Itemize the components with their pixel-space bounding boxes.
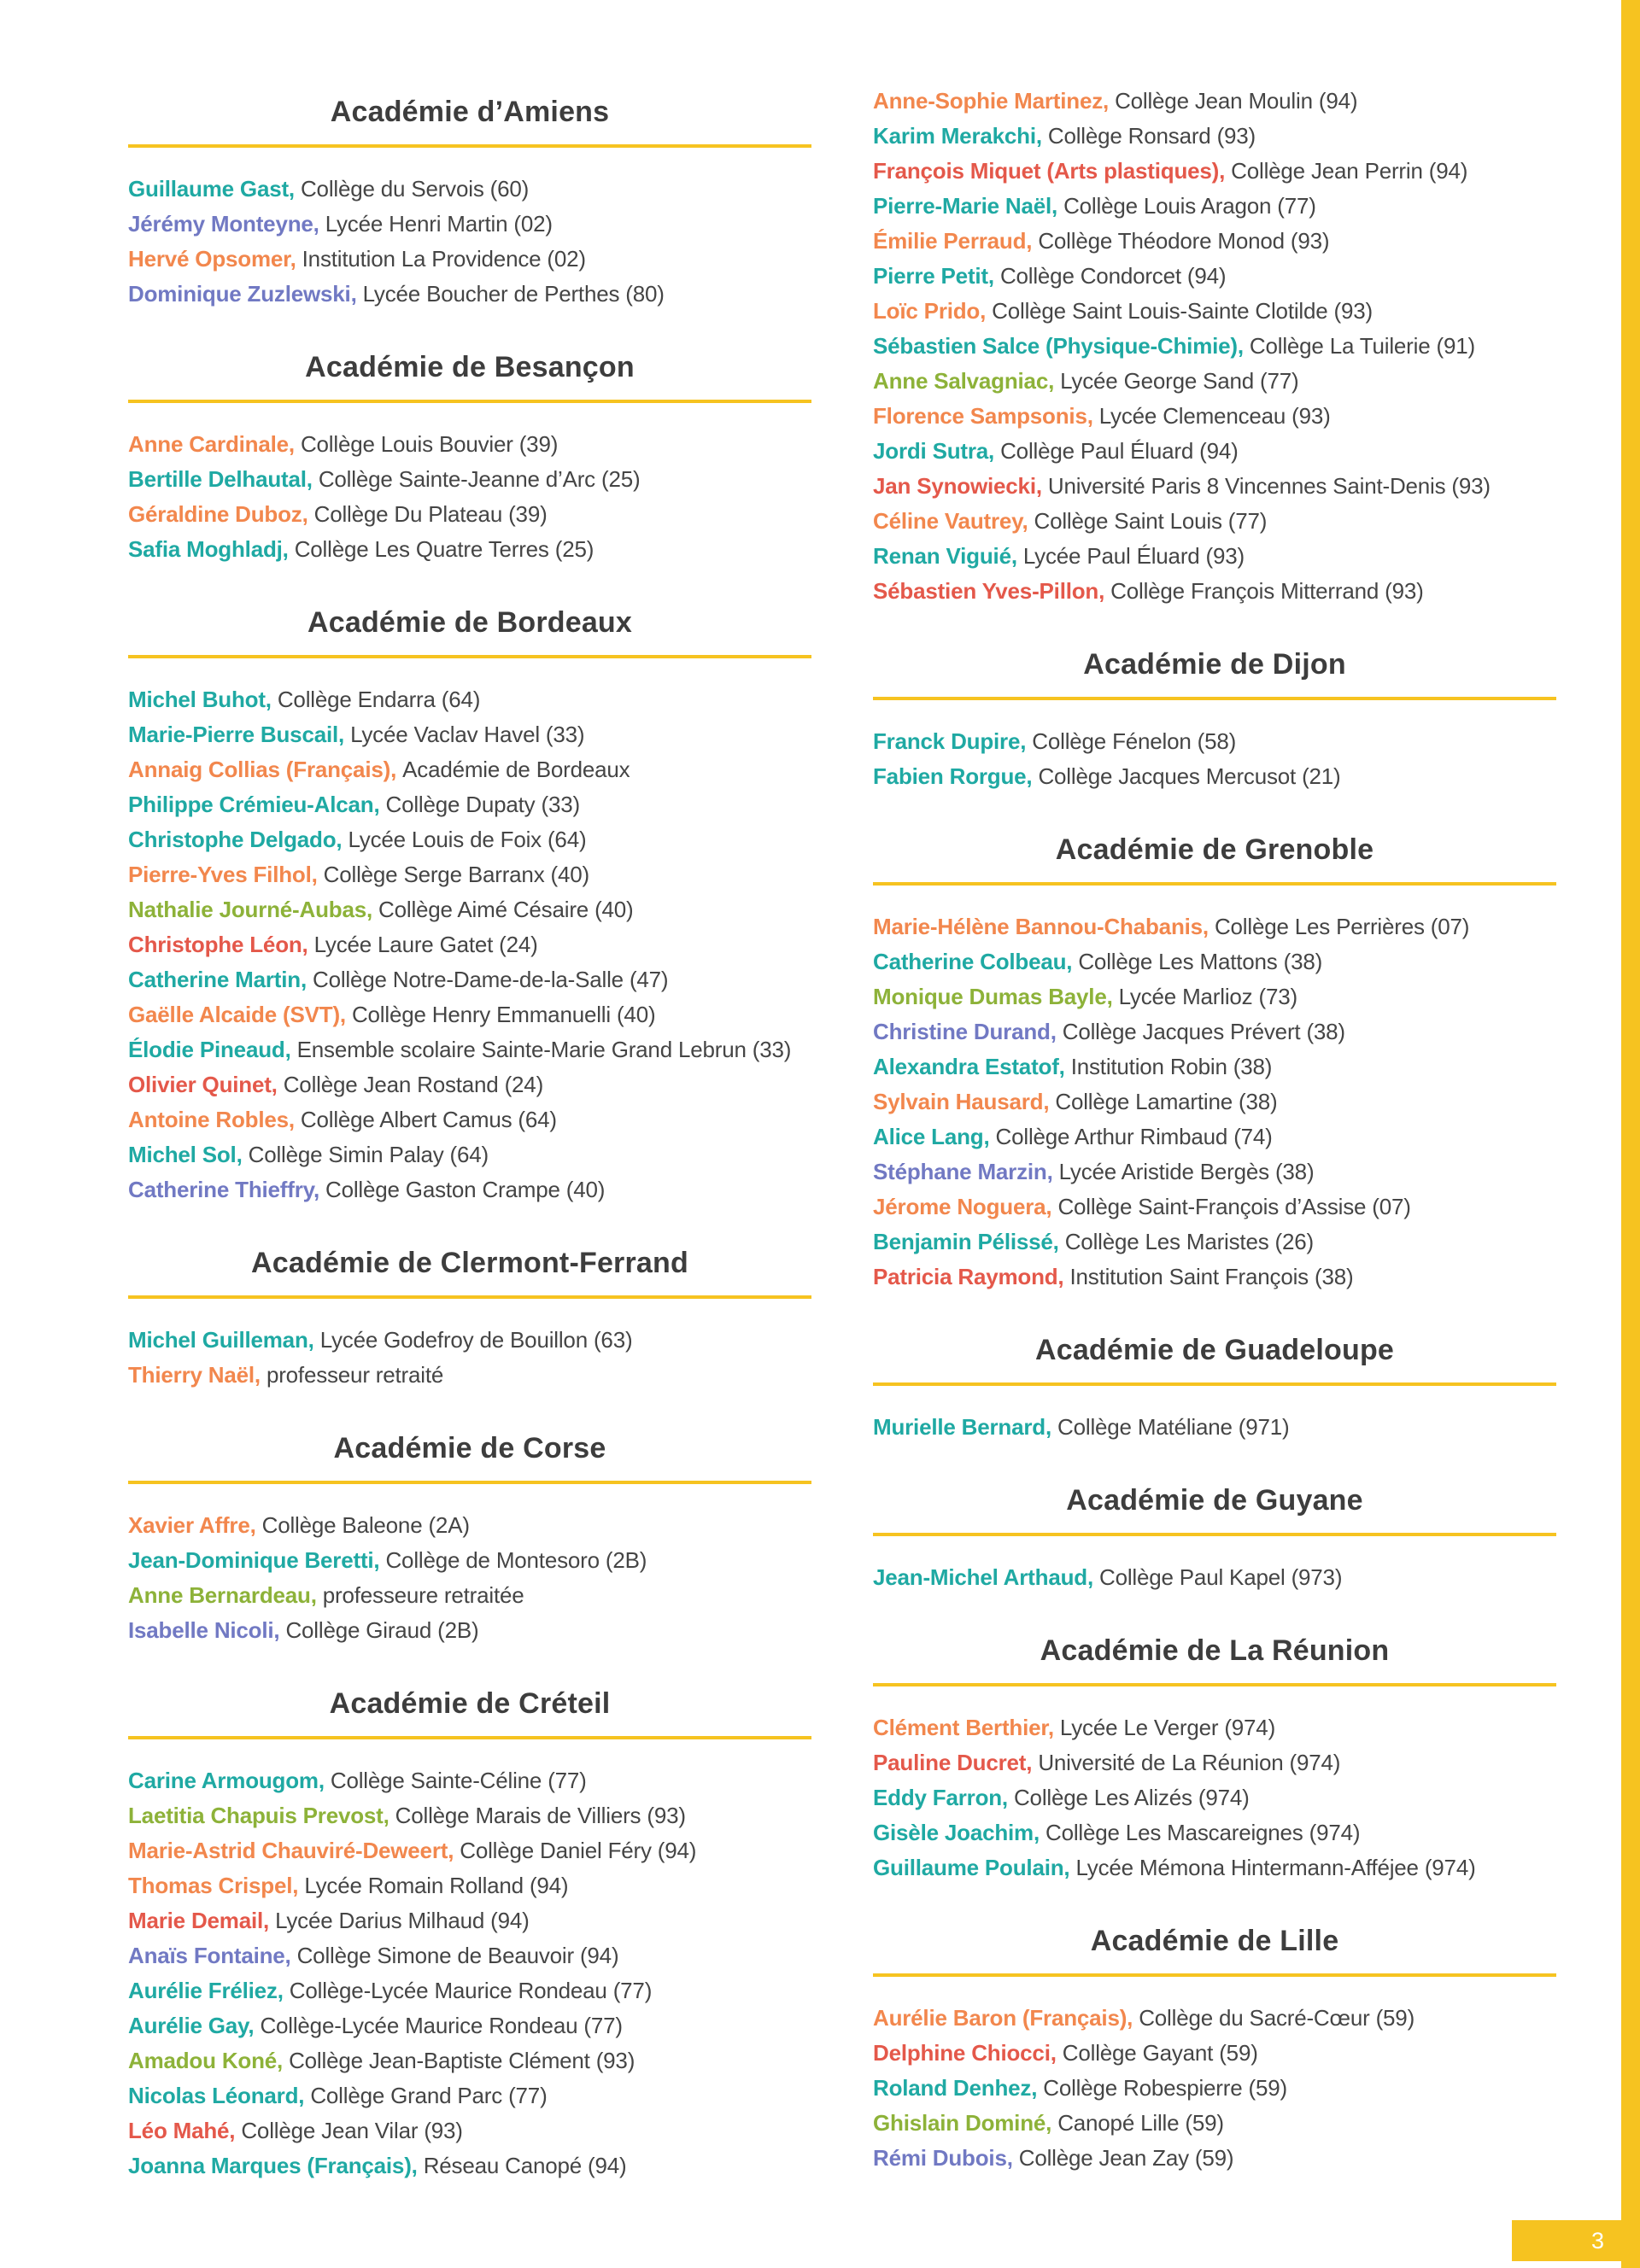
entry-list [873, 1710, 1556, 1885]
participant-name: Dominique Zuzlewski, [128, 281, 363, 307]
participant-name: Loïc Prido, [873, 298, 993, 324]
participant-name: Alexandra Estatof, [873, 1054, 1071, 1079]
participant-name: Annaig Collias (Français), [128, 757, 403, 782]
participant-name: Roland Denhez, [873, 2075, 1044, 2101]
participant-entry [128, 752, 811, 787]
participant-entry [873, 259, 1556, 294]
participant-school: Collège du Servois (60) [300, 176, 530, 202]
column-left [128, 84, 811, 2189]
participant-entry [873, 2071, 1556, 2106]
participant-school: Collège Louis Aragon (77) [1063, 193, 1316, 219]
participant-name: Jean-Michel Arthaud, [873, 1564, 1099, 1590]
participant-entry [128, 462, 811, 497]
participant-entry [873, 944, 1556, 979]
participant-name: Philippe Crémieu-Alcan, [128, 792, 386, 817]
participant-name: Anne-Sophie Martinez, [873, 88, 1116, 114]
page-number-box [1512, 2220, 1640, 2261]
participant-entry [128, 1868, 811, 1903]
participant-entry [873, 224, 1556, 259]
participant-school: Collège Notre-Dame-de-la-Salle (47) [313, 967, 669, 992]
participant-entry [873, 2141, 1556, 2176]
participant-entry [128, 532, 811, 567]
participant-name: Guillaume Poulain, [873, 1855, 1076, 1880]
participant-name: Pauline Ducret, [873, 1750, 1039, 1775]
section-title: Académie de Grenoble [873, 833, 1556, 886]
participant-school: Lycée Mémona Hintermann-Afféjee (974) [1075, 1855, 1476, 1880]
participant-entry [873, 979, 1556, 1014]
entry-list [128, 1508, 811, 1648]
participant-entry [873, 1119, 1556, 1154]
participant-name: Bertille Delhautal, [128, 466, 319, 492]
participant-school: Lycée Clemenceau (93) [1098, 403, 1331, 429]
participant-name: Anne Cardinale, [128, 431, 301, 457]
participant-entry [873, 84, 1556, 119]
participant-entry [128, 822, 811, 857]
participant-name: Ghislain Dominé, [873, 2110, 1058, 2136]
entry-list [128, 682, 811, 1207]
entry-list [128, 172, 811, 312]
participant-school: Collège Endarra (64) [277, 687, 481, 712]
participant-entry [873, 1710, 1556, 1745]
participant-name: Alice Lang, [873, 1124, 996, 1149]
participant-name: Thierry Naël, [128, 1362, 266, 1388]
participant-entry [873, 154, 1556, 189]
participant-name: Anaïs Fontaine, [128, 1943, 297, 1968]
participant-school: Collège Giraud (2B) [285, 1617, 479, 1643]
participant-entry [128, 682, 811, 717]
participant-name: Jérémy Monteyne, [128, 211, 325, 237]
participant-name: Nathalie Journé-Aubas, [128, 897, 379, 922]
participant-entry [128, 172, 811, 207]
participant-school: Collège Aimé Césaire (40) [378, 897, 634, 922]
participant-name: Marie-Hélène Bannou-Chabanis, [873, 914, 1215, 939]
participant-school: Collège Baleone (2A) [261, 1512, 470, 1538]
participant-school: Collège Condorcet (94) [999, 263, 1227, 289]
column-right [873, 84, 1556, 2189]
section-title: Académie de Guadeloupe [873, 1334, 1556, 1386]
participant-entry [873, 2001, 1556, 2036]
participant-entry [873, 909, 1556, 944]
participant-name: Émilie Perraud, [873, 228, 1039, 254]
participant-school: Université de La Réunion (974) [1038, 1750, 1341, 1775]
participant-entry [128, 2043, 811, 2078]
participant-school: Collège Les Maristes (26) [1064, 1229, 1314, 1254]
participant-school: Lycée Marlioz (73) [1118, 984, 1297, 1009]
section-title: Académie de Bordeaux [128, 606, 811, 658]
participant-entry [873, 434, 1556, 469]
participant-name: Léo Mahé, [128, 2118, 242, 2143]
participant-entry [128, 857, 811, 892]
participant-name: Nicolas Léonard, [128, 2083, 311, 2108]
participant-school: Collège Les Quatre Terres (25) [294, 536, 594, 562]
participant-school: Lycée Aristide Bergès (38) [1058, 1159, 1315, 1184]
participant-entry [873, 759, 1556, 794]
participant-name: Pierre Petit, [873, 263, 1000, 289]
participant-school: Collège Lamartine (38) [1055, 1089, 1278, 1114]
participant-school: Collège Jean-Baptiste Clément (93) [289, 2048, 636, 2073]
participant-name: Pierre-Marie Naël, [873, 193, 1064, 219]
participant-entry [873, 1745, 1556, 1780]
participant-school: Collège Grand Parc (77) [310, 2083, 548, 2108]
participant-name: Marie-Pierre Buscail, [128, 722, 351, 747]
participant-name: Eddy Farron, [873, 1785, 1014, 1810]
participant-name: Christine Durand, [873, 1019, 1063, 1044]
participant-name: Isabelle Nicoli, [128, 1617, 286, 1643]
participant-school: Collège Marais de Villiers (93) [395, 1803, 686, 1828]
participant-name: Stéphane Marzin, [873, 1159, 1059, 1184]
participant-name: Carine Armougom, [128, 1768, 331, 1793]
participant-school: professeur retraité [266, 1362, 444, 1388]
participant-name: Monique Dumas Bayle, [873, 984, 1119, 1009]
participant-entry [128, 242, 811, 277]
participant-entry [873, 1260, 1556, 1295]
participant-name: Florence Sampsonis, [873, 403, 1099, 429]
participant-entry [128, 2008, 811, 2043]
participant-entry [873, 539, 1556, 574]
participant-entry [128, 1508, 811, 1543]
participant-school: Collège Les Mascareignes (974) [1046, 1820, 1361, 1845]
participant-entry [873, 399, 1556, 434]
participant-name: Fabien Rorgue, [873, 763, 1039, 789]
participant-school: Lycée Henri Martin (02) [325, 211, 553, 237]
participant-school: Collège-Lycée Maurice Rondeau (77) [289, 1978, 653, 2003]
participant-school: Collège Daniel Féry (94) [460, 1838, 697, 1863]
participant-school: Collège Jean Vilar (93) [241, 2118, 463, 2143]
participant-entry [128, 1973, 811, 2008]
participant-name: Murielle Bernard, [873, 1414, 1058, 1440]
participant-school: Collège Les Mattons (38) [1078, 949, 1323, 974]
participant-school: Collège Louis Bouvier (39) [300, 431, 559, 457]
participant-school: Collège Les Perrières (07) [1214, 914, 1470, 939]
participant-name: Gaëlle Alcaide (SVT), [128, 1002, 352, 1027]
participant-school: professeure retraitée [322, 1582, 524, 1608]
participant-entry [873, 1225, 1556, 1260]
participant-entry [128, 1172, 811, 1207]
participant-school: Collège Serge Barranx (40) [323, 862, 589, 887]
participant-entry [873, 1410, 1556, 1445]
entry-list [873, 909, 1556, 1295]
participant-entry [873, 1850, 1556, 1885]
participant-name: Michel Sol, [128, 1142, 249, 1167]
participant-name: Pierre-Yves Filhol, [128, 862, 324, 887]
participant-school: Collège Saint Louis (77) [1034, 508, 1268, 534]
section-title: Académie de Lille [873, 1925, 1556, 1977]
page-number: 3 [1590, 2227, 1604, 2253]
participant-name: Amadou Koné, [128, 2048, 290, 2073]
participant-name: Laetitia Chapuis Prevost, [128, 1803, 395, 1828]
participant-name: Élodie Pineaud, [128, 1037, 297, 1062]
participant-school: Ensemble scolaire Sainte-Marie Grand Lebrun (33) [296, 1037, 792, 1062]
participant-school: Collège Jean Perrin (94) [1231, 158, 1468, 184]
participant-name: Jérome Noguera, [873, 1194, 1058, 1219]
participant-entry [128, 1543, 811, 1578]
participant-name: Christophe Delgado, [128, 827, 348, 852]
participant-name: Catherine Colbeau, [873, 949, 1079, 974]
participant-school: Collège Paul Kapel (973) [1099, 1564, 1343, 1590]
participant-name: Olivier Quinet, [128, 1072, 284, 1097]
participant-entry [128, 2078, 811, 2113]
participant-school: Lycée Boucher de Perthes (80) [362, 281, 665, 307]
participant-name: Karim Merakchi, [873, 123, 1048, 149]
participant-name: Gisèle Joachim, [873, 1820, 1046, 1845]
participant-entry [128, 717, 811, 752]
participant-name: Patricia Raymond, [873, 1264, 1070, 1289]
page-edge-stripe [1621, 0, 1640, 2268]
participant-entry [128, 997, 811, 1032]
participant-school: Collège Paul Éluard (94) [1000, 438, 1239, 464]
section-title: Académie de Créteil [128, 1687, 811, 1739]
participant-name: Jordi Sutra, [873, 438, 1001, 464]
participant-school: Académie de Bordeaux [402, 757, 630, 782]
participant-school: Collège-Lycée Maurice Rondeau (77) [260, 2013, 623, 2038]
participant-school: Collège du Sacré-Cœur (59) [1139, 2005, 1415, 2031]
participant-name: Franck Dupire, [873, 728, 1033, 754]
participant-entry [873, 504, 1556, 539]
participant-name: Catherine Martin, [128, 967, 313, 992]
participant-entry [128, 427, 811, 462]
participant-school: Collège Jacques Mercusot (21) [1038, 763, 1341, 789]
section-title: Académie de Guyane [873, 1484, 1556, 1536]
participant-name: Michel Buhot, [128, 687, 278, 712]
participant-school: Collège Fénelon (58) [1032, 728, 1237, 754]
participant-entry [128, 1102, 811, 1137]
participant-name: Géraldine Duboz, [128, 501, 314, 527]
participant-entry [873, 1014, 1556, 1049]
participant-entry [128, 787, 811, 822]
participant-name: Guillaume Gast, [128, 176, 301, 202]
entry-list [873, 1560, 1556, 1595]
participant-entry [128, 962, 811, 997]
participant-school: Collège Du Plateau (39) [313, 501, 548, 527]
participant-school: Lycée Darius Milhaud (94) [275, 1908, 530, 1933]
participant-school: Collège Jacques Prévert (38) [1062, 1019, 1345, 1044]
participant-name: Anne Bernardeau, [128, 1582, 323, 1608]
participant-name: Jean-Dominique Beretti, [128, 1547, 386, 1573]
participant-name: Anne Salvagniac, [873, 368, 1061, 394]
participant-school: Collège Les Alizés (974) [1013, 1785, 1250, 1810]
participant-school: Collège Dupaty (33) [385, 792, 580, 817]
participant-entry [128, 1067, 811, 1102]
participant-school: Lycée Louis de Foix (64) [348, 827, 587, 852]
participant-name: Sylvain Hausard, [873, 1089, 1056, 1114]
participant-school: Réseau Canopé (94) [423, 2153, 627, 2178]
participant-entry [128, 1938, 811, 1973]
participant-entry [128, 927, 811, 962]
participant-name: Xavier Affre, [128, 1512, 262, 1538]
participant-name: Delphine Chiocci, [873, 2040, 1063, 2066]
participant-name: Safia Moghladj, [128, 536, 295, 562]
participant-name: Benjamin Pélissé, [873, 1229, 1065, 1254]
participant-name: Céline Vautrey, [873, 508, 1034, 534]
participant-school: Collège Gaston Crampe (40) [325, 1177, 606, 1202]
participant-school: Collège Sainte-Jeanne d’Arc (25) [318, 466, 641, 492]
participant-entry [873, 364, 1556, 399]
participant-name: Renan Viguié, [873, 543, 1023, 569]
participant-school: Lycée Laure Gatet (24) [313, 932, 538, 957]
participant-entry [873, 1154, 1556, 1190]
participant-entry [128, 2148, 811, 2183]
participant-entry [873, 724, 1556, 759]
participant-school: Institution Saint François (38) [1069, 1264, 1354, 1289]
participant-entry [128, 1833, 811, 1868]
participant-school: Collège Jean Moulin (94) [1115, 88, 1358, 114]
section-title: Académie de La Réunion [873, 1634, 1556, 1686]
participant-entry [873, 2106, 1556, 2141]
entry-list [128, 427, 811, 567]
entry-list [873, 724, 1556, 794]
participant-entry [873, 2036, 1556, 2071]
participant-name: Hervé Opsomer, [128, 246, 302, 272]
participant-school: Lycée Vaclav Havel (33) [350, 722, 585, 747]
participant-entry [873, 1084, 1556, 1119]
participant-school: Institution La Providence (02) [302, 246, 586, 272]
participant-school: Collège Saint Louis-Sainte Clotilde (93) [992, 298, 1373, 324]
section-title: Académie de Clermont-Ferrand [128, 1247, 811, 1299]
participant-school: Collège Arthur Rimbaud (74) [995, 1124, 1273, 1149]
participant-entry [873, 1780, 1556, 1815]
participant-school: Lycée George Sand (77) [1060, 368, 1299, 394]
participant-school: Collège Ronsard (93) [1047, 123, 1256, 149]
participant-school: Collège François Mitterrand (93) [1110, 578, 1424, 604]
participant-name: Rémi Dubois, [873, 2145, 1019, 2171]
participant-entry [128, 1137, 811, 1172]
participant-entry [873, 294, 1556, 329]
participant-name: Sébastien Salce (Physique-Chimie), [873, 333, 1250, 359]
participant-school: Canopé Lille (59) [1057, 2110, 1224, 2136]
entry-list [128, 1763, 811, 2183]
participant-school: Collège Saint-François d’Assise (07) [1057, 1194, 1411, 1219]
participant-school: Collège Simin Palay (64) [248, 1142, 489, 1167]
section-title: Académie d’Amiens [128, 96, 811, 148]
participant-school: Collège de Montesoro (2B) [385, 1547, 647, 1573]
participant-entry [873, 469, 1556, 504]
entry-list-continuation [873, 84, 1556, 609]
participant-entry [128, 277, 811, 312]
participant-name: Antoine Robles, [128, 1107, 301, 1132]
participant-entry [128, 892, 811, 927]
participant-entry [128, 1798, 811, 1833]
participant-entry [873, 329, 1556, 364]
participant-entry [128, 1903, 811, 1938]
participant-school: Collège Jean Rostand (24) [283, 1072, 544, 1097]
participant-school: Collège Gayant (59) [1062, 2040, 1258, 2066]
participant-name: Marie Demail, [128, 1908, 276, 1933]
participant-school: Collège Matéliane (971) [1057, 1414, 1290, 1440]
participant-entry [873, 1815, 1556, 1850]
participant-name: Clément Berthier, [873, 1715, 1060, 1740]
participant-name: François Miquet (Arts plastiques), [873, 158, 1232, 184]
participant-school: Institution Robin (38) [1070, 1054, 1273, 1079]
participant-school: Collège Théodore Monod (93) [1038, 228, 1330, 254]
participant-school: Lycée Le Verger (974) [1059, 1715, 1276, 1740]
participant-name: Aurélie Fréliez, [128, 1978, 290, 2003]
participant-school: Collège Henry Emmanuelli (40) [351, 1002, 656, 1027]
participant-school: Université Paris 8 Vincennes Saint-Denis (93) [1047, 473, 1491, 499]
participant-entry [873, 574, 1556, 609]
entry-list [873, 1410, 1556, 1445]
participant-school: Lycée Paul Éluard (93) [1022, 543, 1245, 569]
participant-name: Sébastien Yves-Pillon, [873, 578, 1111, 604]
participant-name: Joanna Marques (Français), [128, 2153, 424, 2178]
participant-name: Marie-Astrid Chauviré-Deweert, [128, 1838, 460, 1863]
participant-entry [128, 1613, 811, 1648]
participant-school: Collège Simone de Beauvoir (94) [296, 1943, 619, 1968]
participant-school: Lycée Romain Rolland (94) [304, 1873, 569, 1898]
participant-school: Collège Robespierre (59) [1043, 2075, 1287, 2101]
section-title: Académie de Besançon [128, 351, 811, 403]
entry-list [128, 1323, 811, 1393]
section-title: Académie de Corse [128, 1432, 811, 1484]
participant-entry [873, 189, 1556, 224]
participant-school: Collège La Tuilerie (91) [1249, 333, 1475, 359]
participant-name: Aurélie Baron (Français), [873, 2005, 1139, 2031]
participant-entry [128, 1358, 811, 1393]
participant-name: Aurélie Gay, [128, 2013, 261, 2038]
participant-name: Christophe Léon, [128, 932, 314, 957]
participant-name: Thomas Crispel, [128, 1873, 305, 1898]
participant-entry [873, 119, 1556, 154]
participant-school: Collège Jean Zay (59) [1018, 2145, 1234, 2171]
participant-entry [128, 1323, 811, 1358]
participant-entry [128, 1032, 811, 1067]
participant-entry [128, 497, 811, 532]
participant-entry [128, 2113, 811, 2148]
participant-entry [128, 1763, 811, 1798]
participant-school: Collège Sainte-Céline (77) [330, 1768, 587, 1793]
entry-list [873, 2001, 1556, 2176]
participant-name: Catherine Thieffry, [128, 1177, 326, 1202]
section-title: Académie de Dijon [873, 648, 1556, 700]
participant-entry [128, 1578, 811, 1613]
participant-school: Collège Albert Camus (64) [300, 1107, 557, 1132]
participant-name: Jan Synowiecki, [873, 473, 1048, 499]
participant-school: Lycée Godefroy de Bouillon (63) [319, 1327, 633, 1353]
participant-name: Michel Guilleman, [128, 1327, 320, 1353]
participant-entry [128, 207, 811, 242]
participant-entry [873, 1190, 1556, 1225]
participant-entry [873, 1560, 1556, 1595]
participant-entry [873, 1049, 1556, 1084]
